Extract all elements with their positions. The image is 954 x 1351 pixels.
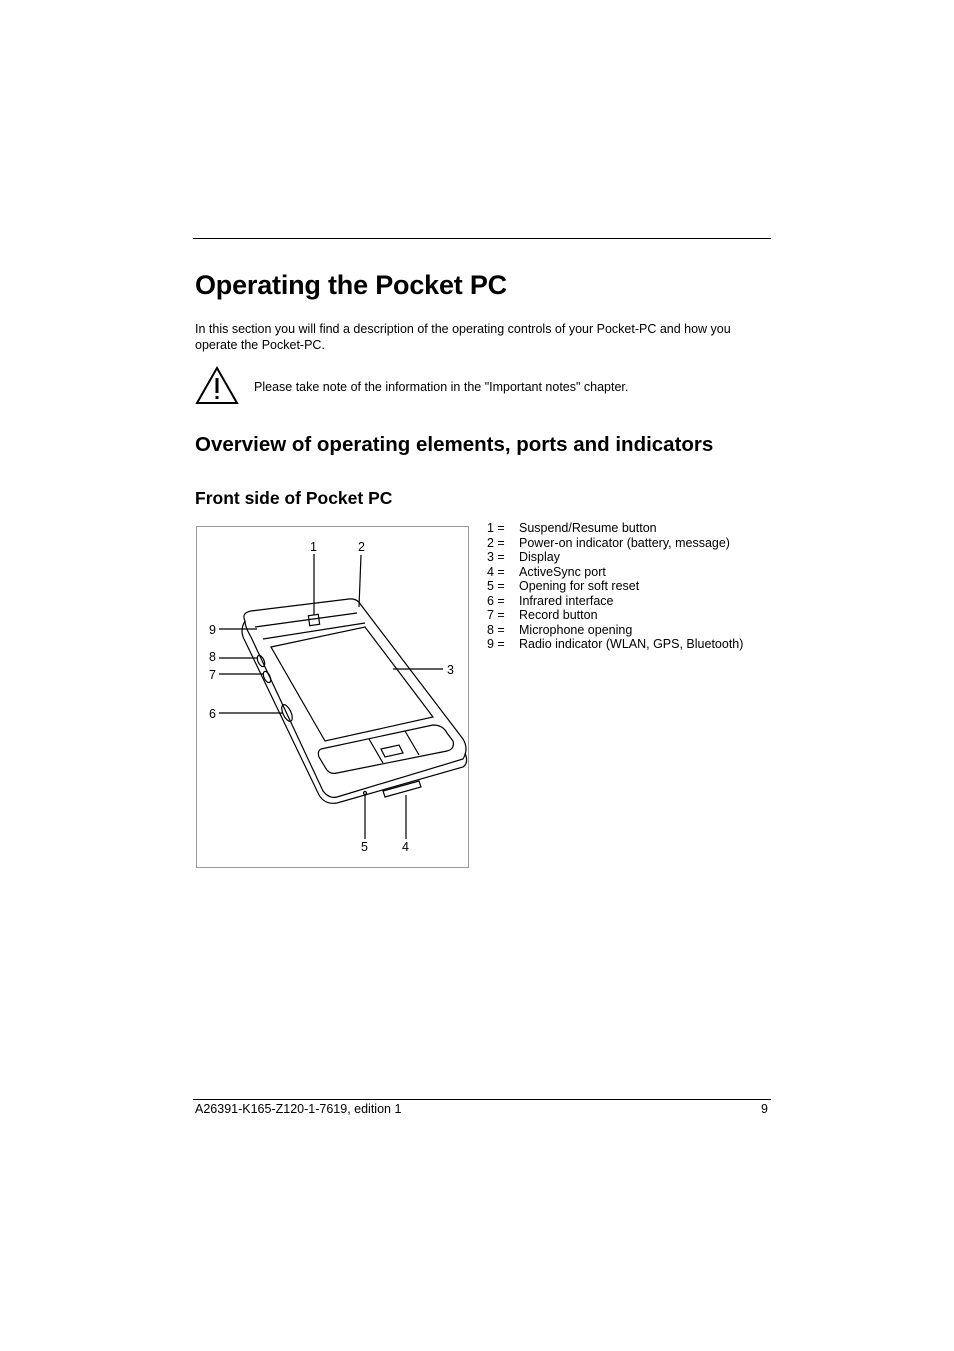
list-item	[487, 550, 743, 565]
list-item	[487, 594, 743, 609]
legend-number: 5 =	[487, 579, 505, 593]
device-figure	[196, 526, 469, 868]
callout-4: 4	[402, 840, 409, 854]
callout-5: 5	[361, 840, 368, 854]
callout-6: 6	[209, 707, 216, 721]
subsection-heading: Front side of Pocket PC	[195, 488, 393, 508]
legend-label: Suspend/Resume button	[519, 521, 657, 535]
page-number: 9	[761, 1102, 768, 1116]
callout-1: 1	[310, 540, 317, 554]
legend-label: Infrared interface	[519, 593, 614, 608]
warning-note: Please take note of the information in the "Important notes" chapter.	[254, 380, 629, 394]
list-item	[487, 579, 743, 594]
legend-number: 2 =	[487, 535, 505, 550]
list-item	[487, 536, 743, 551]
list-item	[487, 608, 743, 623]
list-item	[487, 565, 743, 580]
legend-label: Microphone opening	[519, 622, 633, 637]
warning-triangle-icon	[195, 366, 239, 406]
footer-rule	[193, 1099, 771, 1100]
legend-label: Display	[519, 550, 560, 564]
legend-label: Record button	[519, 608, 598, 622]
footer-doc-id: A26391-K165-Z120-1-7619, edition 1	[195, 1102, 402, 1116]
legend-number: 7 =	[487, 608, 505, 622]
legend-number: 3 =	[487, 550, 505, 564]
list-item	[487, 623, 743, 638]
callout-3: 3	[447, 663, 454, 677]
callout-7: 7	[209, 668, 216, 682]
callout-2: 2	[358, 540, 365, 554]
figure-legend	[487, 521, 743, 652]
legend-label: Power-on indicator (battery, message)	[519, 535, 730, 550]
legend-label: Radio indicator (WLAN, GPS, Bluetooth)	[519, 637, 744, 651]
page-title: Operating the Pocket PC	[195, 270, 507, 300]
list-item	[487, 521, 743, 536]
legend-number: 6 =	[487, 593, 505, 608]
list-item	[487, 637, 743, 652]
callout-9: 9	[209, 623, 216, 637]
pocket-pc-illustration	[197, 527, 470, 869]
legend-number: 8 =	[487, 622, 505, 637]
legend-number: 4 =	[487, 564, 505, 579]
intro-paragraph: In this section you will find a description of the operating controls of your Pocket-PC and how you operate the Pocket-PC.	[195, 322, 731, 352]
legend-label: ActiveSync port	[519, 564, 606, 579]
legend-number: 1 =	[487, 521, 505, 535]
legend-label: Opening for soft reset	[519, 579, 640, 593]
header-rule	[193, 238, 771, 239]
callout-8: 8	[209, 650, 216, 664]
section-heading: Overview of operating elements, ports and indicators	[195, 433, 714, 456]
legend-number: 9 =	[487, 637, 505, 651]
